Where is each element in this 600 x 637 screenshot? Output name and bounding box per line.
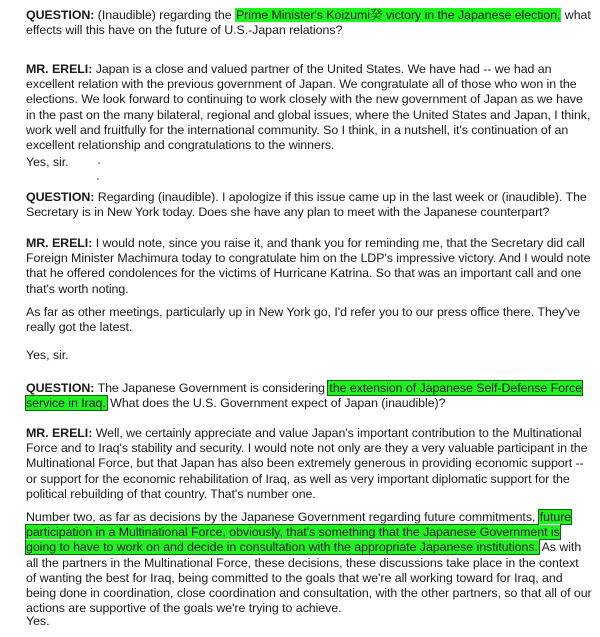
answer-text: I would note, since you raise it, and thank you for reminding me, that the Secretary did call Foreign Minister Machimura today to congratulate him on the LDP's impressive victory. And I would note that he offered condolences for the victims of Hurricane Katrina. So that was an important call and one that's worth noting. <box>26 236 591 296</box>
question-2 <box>26 190 592 220</box>
question-3 <box>26 381 592 411</box>
speaker-label: QUESTION: <box>26 381 95 395</box>
speaker-label: QUESTION: <box>26 8 95 22</box>
answer-text: As with all the partners in the Multinational Force, these decisions, these discussions take place in the context of wanting the best for Iraq, being committed to the goals that we're all working toward for Iraq, and being done in coordination, close coordination and consultation, with the other partners, so that all of our actions are supportive of the goals we're trying to achieve. <box>26 540 592 616</box>
answer-2-continued: As far as other meetings, particularly up in New York go, I'd refer you to our press office there. They've really got the latest. <box>26 305 581 335</box>
answer-3-continued <box>26 510 592 616</box>
yes-final: Yes. <box>26 614 50 628</box>
highlighted-text: Prime Minister's Koizumi癸 victory in the Japanese election, <box>235 8 561 22</box>
speaker-label: MR. ERELI: <box>26 62 93 76</box>
question-text: (Inaudible) regarding the <box>97 8 235 22</box>
scan-speck <box>97 178 99 180</box>
question-text: what effects will this have on the future of U.S.-Japan relations? <box>26 8 591 38</box>
answer-text: Well, we certainly appreciate and value Japan's important contribution to the Multinational Force and to Iraq's stability and security. I would note not only are they a very valuable participant in the Multinational Force, but that Japan has also been extremely generous in providing economic support -- or support for the economic rehabilitation of Iraq, as well as very important diplomatic support for the political rebuilding of that country. That's number one. <box>26 426 588 501</box>
speaker-label: MR. ERELI: <box>26 426 93 440</box>
question-text: Regarding (inaudible). I apologize if this issue came up in the last week or (inaudible). The Secretary is in New York today. Does she have any plan to meet with the Japanese counterpart? <box>26 190 587 220</box>
highlighted-text: future participation in a Multinational Force, obviously, that's something that the Japanese Government is going to have to work on and decide in consultation with the appropriate Japanese institutions. <box>26 510 572 555</box>
scan-speck <box>98 162 100 164</box>
yes-sir-2: Yes, sir. <box>26 348 69 362</box>
answer-3 <box>26 426 592 502</box>
answer-2 <box>26 236 592 297</box>
question-1 <box>26 8 592 38</box>
answer-text: Number two, as far as decisions by the Japanese Government regarding future commitments, <box>26 510 539 524</box>
question-text: What does the U.S. Government expect of Japan (inaudible)? <box>106 396 446 411</box>
yes-sir-1: Yes, sir. <box>26 155 69 169</box>
answer-1 <box>26 62 592 153</box>
answer-text: Japan is a close and valued partner of the United States. We have had -- we had an excellent relation with the previous government of Japan. We congratulate all of those who won in the elections. We look forward to continuing to work closely with the new government of Japan as we have in the past on the many bilateral, regional and global issues, where the United States and Japan, I think, work well and fruitfully for the international community. So I think, in a nutshell, it's continuation of an excellent relationship and congratulations to the winners. <box>26 62 591 153</box>
speaker-label: QUESTION: <box>26 190 95 204</box>
question-text: The Japanese Government is considering <box>97 381 329 395</box>
speaker-label: MR. ERELI: <box>26 236 93 250</box>
highlighted-text: the extension of Japanese Self-Defense Force service in Iraq. <box>26 381 583 411</box>
